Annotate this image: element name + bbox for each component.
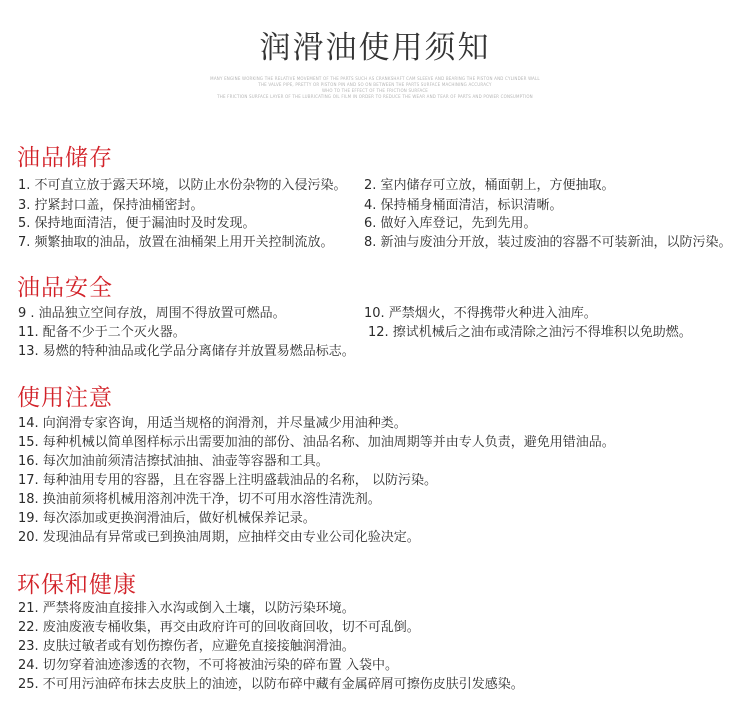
section-title-storage: 油品储存: [17, 145, 113, 171]
list-item: 9 . 油品独立空间存放，周围不得放置可燃品。: [18, 306, 286, 321]
list-item: 2. 室内储存可立放，桶面朝上，方便抽取。: [364, 178, 615, 193]
list-item: 6. 做好入库登记，先到先用。: [364, 216, 537, 231]
list-item: 12. 擦试机械后之油布或清除之油污不得堆积以免助燃。: [368, 325, 692, 340]
list-item: 8. 新油与废油分开放，装过废油的容器不可装新油，以防污染。: [364, 235, 732, 250]
list-item: 3. 拧紧封口盖，保持油桶密封。: [18, 198, 204, 213]
page-subtitle: [190, 76, 560, 100]
subtitle-line: WHO TO THE EFFECT OF THE FRICTION SURFACE: [321, 88, 429, 93]
section-title-safety: 油品安全: [17, 275, 113, 301]
list-item: 17. 每种油用专用的容器，且在容器上注明盛载油品的名称， 以防污染。: [18, 473, 437, 488]
list-item: 20. 发现油品有异常或已到换油周期，应抽样交由专业公司化验决定。: [18, 530, 420, 545]
list-item: 19. 每次添加或更换润滑油后，做好机械保养记录。: [18, 511, 316, 526]
subtitle-line: MANY ENGINE WORKING THE RELATIVE MOVEMENT OF THE PARTS SUCH AS CRANKSHAFT CAM SLEEVE AND BEARING THE PISTON AND CYLINDER WALL: [210, 76, 540, 81]
page-title: 润滑油使用须知: [259, 30, 491, 66]
list-item: 24. 切勿穿着油迹渗透的衣物，不可将被油污染的碎布置 入袋中。: [18, 658, 398, 673]
list-item: 7. 频繁抽取的油品，放置在油桶架上用开关控制流放。: [18, 235, 334, 250]
list-item: 22. 废油废液专桶收集，再交由政府许可的回收商回收，切不可乱倒。: [18, 620, 420, 635]
section-title-usage: 使用注意: [17, 385, 113, 411]
section-title-environment: 环保和健康: [17, 572, 137, 598]
list-item: 11. 配备不少于二个灭火器。: [18, 325, 186, 340]
list-item: 25. 不可用污油碎布抹去皮肤上的油迹，以防布碎中藏有金属碎屑可擦伤皮肤引发感染。: [18, 677, 524, 692]
list-item: 14. 向润滑专家咨询，用适当规格的润滑剂，并尽量减少用油种类。: [18, 416, 407, 431]
list-item: 13. 易燃的特种油品或化学品分离储存并放置易燃品标志。: [18, 344, 355, 359]
list-item: 4. 保持桶身桶面清洁，标识清晰。: [364, 198, 563, 213]
list-item: 1. 不可直立放于露天环境，以防止水份杂物的入侵污染。: [18, 178, 347, 193]
subtitle-line: THE FRICTION SURFACE LAYER OF THE LUBRICATING OIL FILM IN ORDER TO REDUCE THE WEAR AND TEAR OF PARTS AND POWER CONSUMPTION: [217, 94, 533, 99]
subtitle-line: THE VALVE PIPE, PRETTY OR PISTON PIN AND SO ON BETWEEN THE PARTS SURFACE MACHINING ACCURACY: [258, 82, 492, 87]
list-item: 10. 严禁烟火，不得携带火种进入油库。: [364, 306, 597, 321]
list-item: 16. 每次加油前须清洁擦拭油抽、油壶等容器和工具。: [18, 454, 329, 469]
list-item: 23. 皮肤过敏者或有划伤擦伤者，应避免直接接触润滑油。: [18, 639, 355, 654]
list-item: 15. 每种机械以简单图样标示出需要加油的部份、油品名称、加油周期等并由专人负责，避免用错油品。: [18, 435, 615, 450]
list-item: 18. 换油前须将机械用溶剂冲洗干净，切不可用水溶性清洗剂。: [18, 492, 381, 507]
list-item: 21. 严禁将废油直接排入水沟或倒入土壤，以防污染环境。: [18, 601, 355, 616]
list-item: 5. 保持地面清洁，便于漏油时及时发现。: [18, 216, 256, 231]
